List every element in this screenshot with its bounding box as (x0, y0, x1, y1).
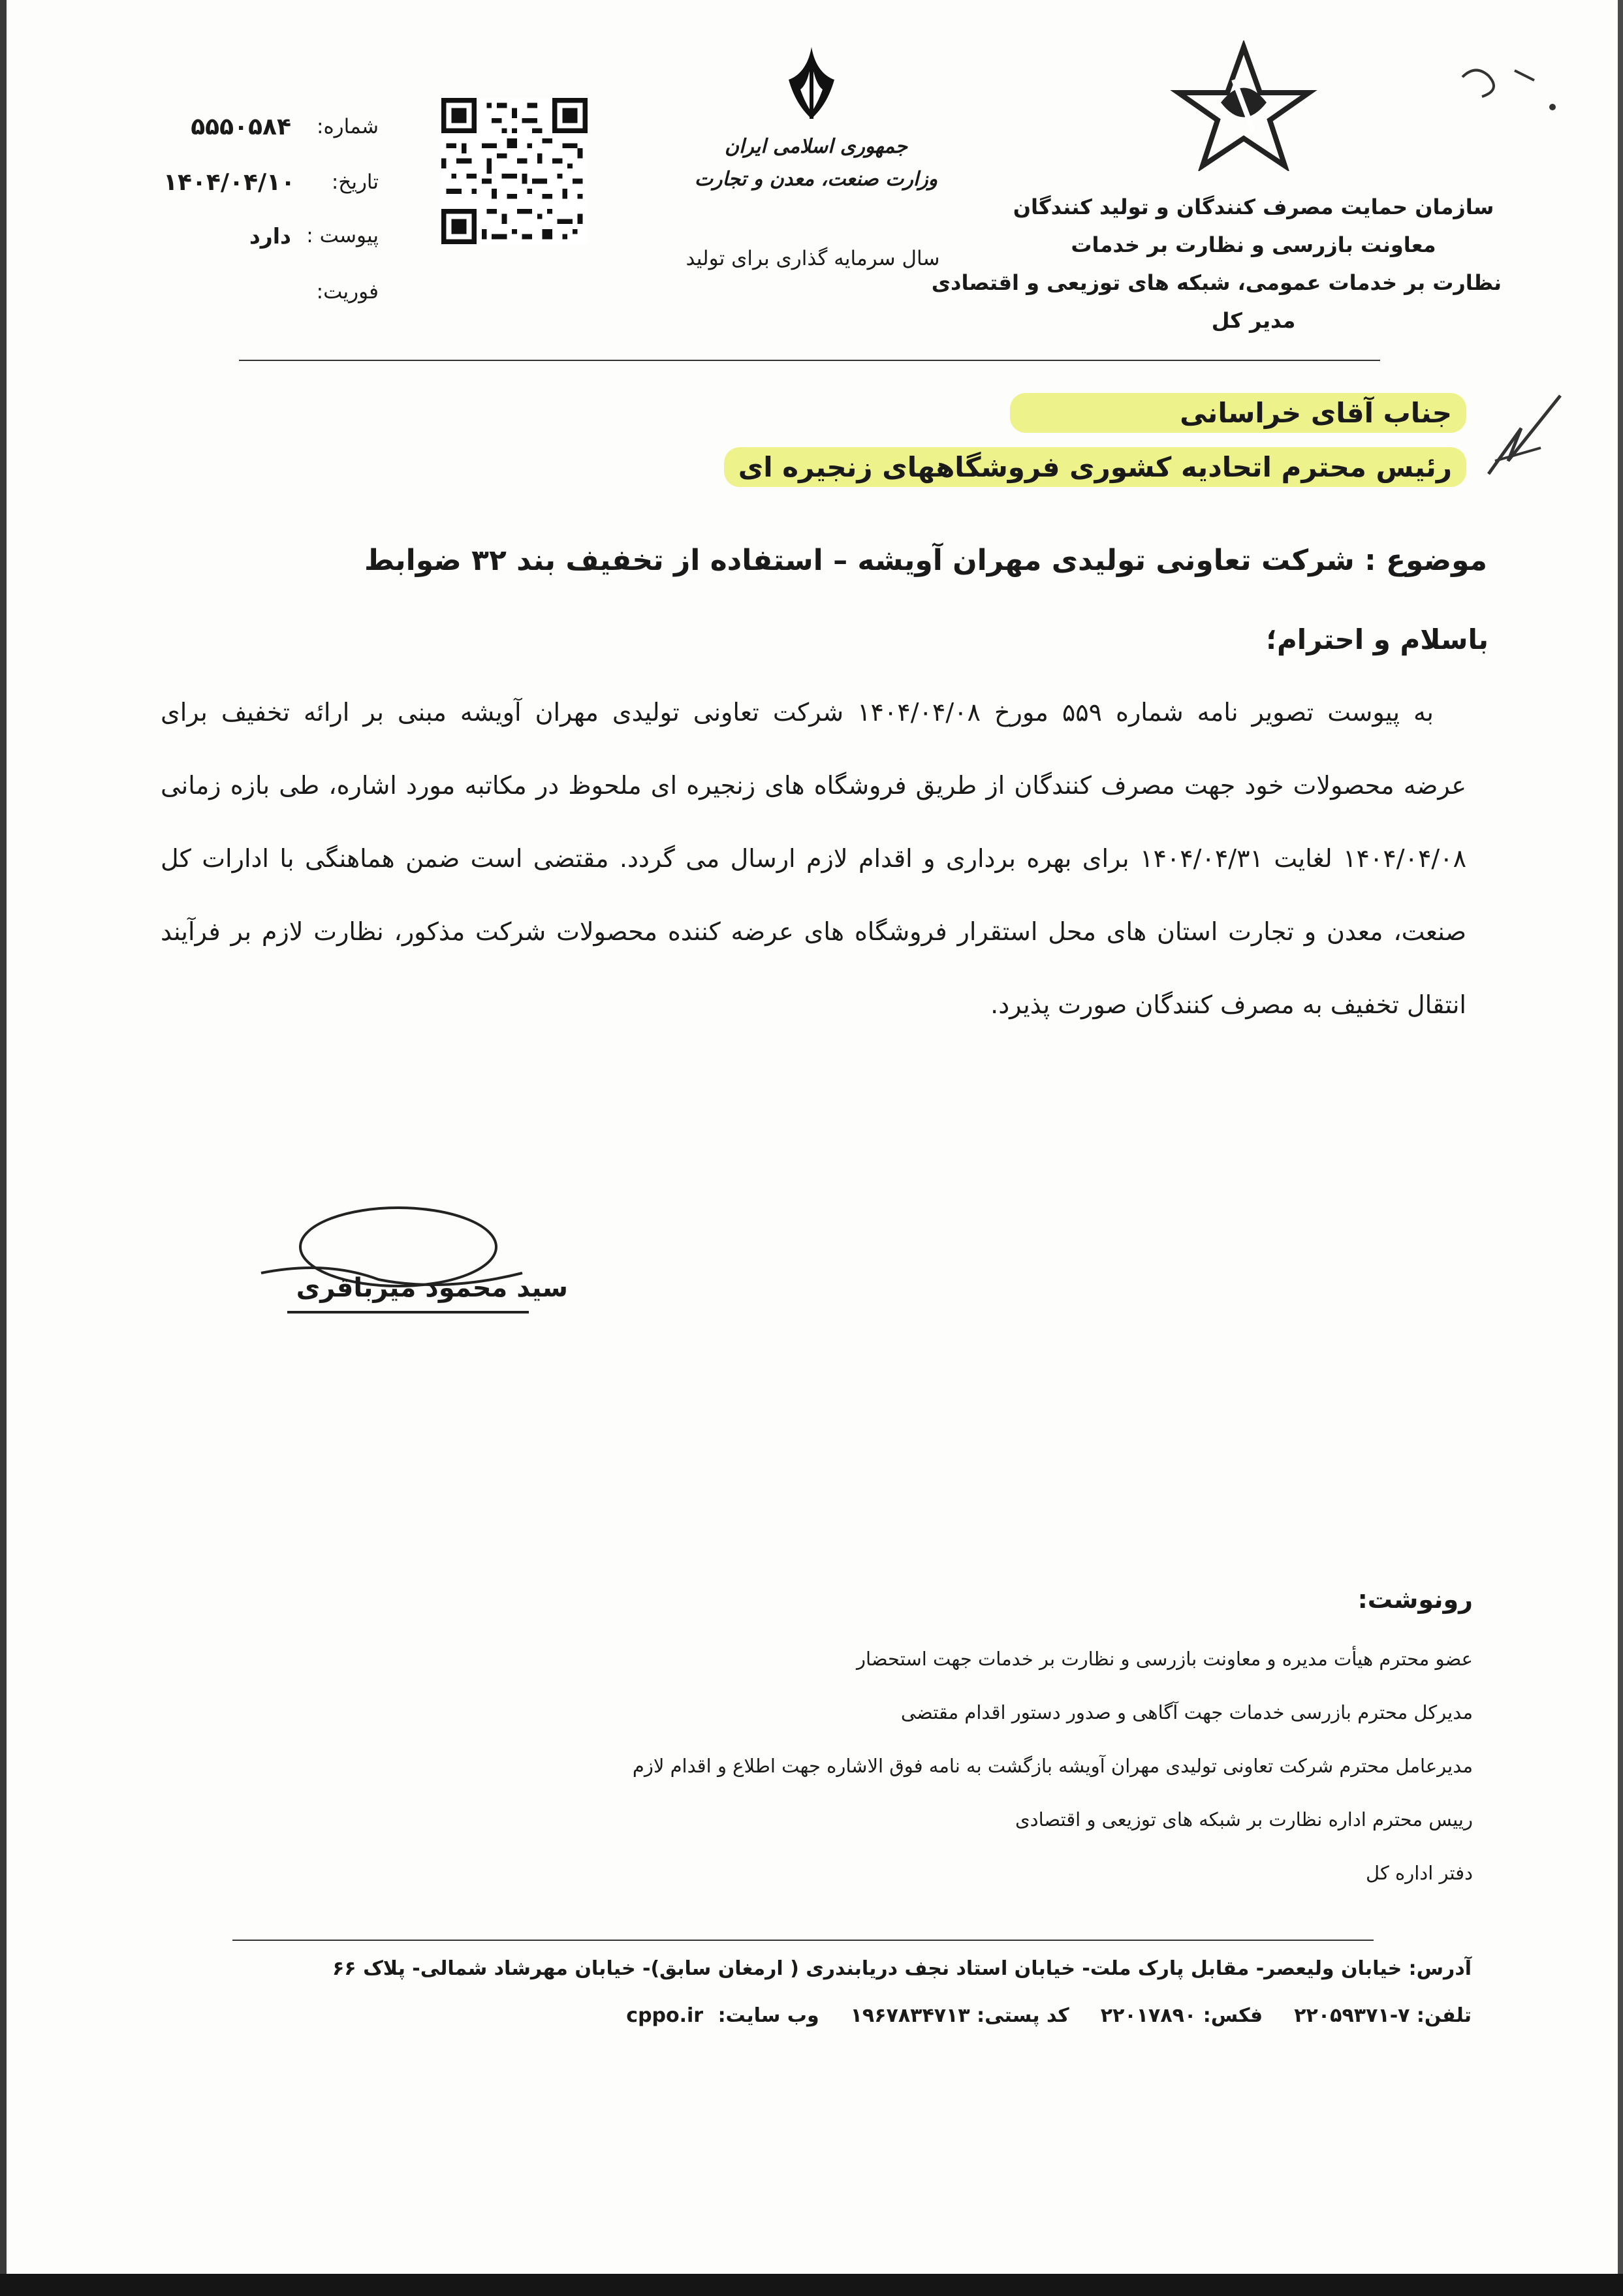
meta-attachment (163, 209, 379, 262)
footer-website-label: وب سایت: (717, 2004, 819, 2027)
organization-department: نظارت بر خدمات عمومی، شبکه های توزیعی و اقتصادی (931, 270, 1502, 295)
cc-item: دفتر اداره کل (1366, 1862, 1473, 1884)
cc-item: مدیرکل محترم بازرسی خدمات جهت آگاهی و صدور دستور اقدام مقتضی (900, 1701, 1473, 1723)
cc-item: رییس محترم اداره نظارت بر شبکه های توزیعی و اقتصادی (1015, 1808, 1473, 1831)
cc-item: عضو محترم هیأت مدیره و معاونت بازرسی و نظارت بر خدمات جهت استحضار (856, 1648, 1473, 1670)
footer-address: آدرس: خیابان ولیعصر- مقابل پارک ملت- خیابان استاد نجف دریابندری ( ارمغان سابق)- خیابان مهرشاد شمالی- پلاک ۶۶ (332, 1957, 1472, 1980)
meta-number (163, 98, 379, 155)
recipient-line-2 (683, 447, 1466, 487)
year-slogan: سال سرمایه گذاری برای تولید (685, 247, 940, 270)
meta-attachment-label: پیوست : (306, 224, 379, 247)
recipient-block (683, 393, 1466, 501)
footer-postal-code: کد پستی: ۱۹۶۷۸۳۴۷۱۳ (850, 2004, 1069, 2027)
meta-date-label: تاریخ: (331, 170, 379, 194)
ministry-name: وزارت صنعت، معدن و تجارت (694, 168, 938, 191)
recipient-name: جناب آقای خراسانی (1010, 393, 1466, 433)
footer-contacts (296, 2004, 1472, 2027)
body-line: ۱۴۰۴/۰۴/۰۸ لغایت ۱۴۰۴/۰۴/۳۱ برای بهره برداری و اقدام لازم ارسال می گردد. مقتضی است ضمن هماهنگی با ادارات کل (161, 844, 1466, 873)
recipient-line-1 (683, 393, 1466, 433)
meta-number-value: ۵۵۵۰۵۸۴ (191, 113, 291, 140)
signature-scrawl (248, 1195, 548, 1325)
cc-list (559, 1632, 1473, 1900)
meta-attachment-value: دارد (249, 223, 291, 249)
organization-block (931, 188, 1502, 339)
recipient-title: رئیس محترم اتحادیه کشوری فروشگاههای زنجیره ای (724, 447, 1466, 487)
salutation: باسلام و احترام؛ (1266, 623, 1489, 655)
iran-emblem-icon (769, 40, 854, 125)
footer-divider (232, 1940, 1374, 1941)
organization-position: مدیر کل (1211, 308, 1296, 333)
letter-subject: موضوع : شرکت تعاونی تولیدی مهران آویشه – استفاده از تخفیف بند ۳۲ ضوابط (364, 544, 1487, 577)
footer-fax: فکس: ۲۲۰۱۷۸۹۰ (1100, 2004, 1263, 2027)
footer-website-link[interactable]: cppo.ir (626, 2004, 704, 2027)
organization-logo-icon (1169, 40, 1319, 171)
scan-edge-bottom (0, 2274, 1623, 2296)
meta-urgency (163, 262, 379, 321)
organization-deputy: معاونت بازرسی و نظارت بر خدمات (1071, 232, 1436, 257)
body-line: صنعت، معدن و تجارت استان های محل استقرار فروشگاه های عرضه کننده محصولات شرکت مذکور، نظارت لازم بر فرآیند (161, 917, 1466, 946)
meta-date-value: ۱۴۰۴/۰۴/۱۰ (163, 168, 296, 196)
letter-body (161, 676, 1466, 1041)
handwritten-check-mark (1482, 383, 1573, 487)
scan-edge-left (0, 0, 7, 2296)
signer-name: سید محمود میرباقری (296, 1273, 568, 1303)
body-line: عرضه محصولات خود جهت مصرف کنندگان از طریق فروشگاه های زنجیره ای ملحوظ در مکاتبه مورد اشاره، طی بازه زمانی (161, 771, 1466, 800)
ministry-country: جمهوری اسلامی ایران (724, 135, 908, 158)
body-line: به پیوست تصویر نامه شماره ۵۵۹ مورخ ۱۴۰۴/۰۴/۰۸ شرکت تعاونی تولیدی مهران آویشه مبنی بر ارائه تخفیف برای (161, 698, 1434, 727)
letter-meta (163, 98, 379, 321)
body-line: انتقال تخفیف به مصرف کنندگان صورت پذیرد. (990, 990, 1466, 1019)
cc-title: رونوشت: (1357, 1585, 1473, 1614)
qr-code-icon (441, 98, 588, 244)
header-divider (239, 360, 1380, 361)
meta-date (163, 155, 379, 209)
meta-urgency-label: فوریت: (316, 280, 379, 304)
handwritten-corner-mark (1436, 51, 1567, 123)
cc-item: مدیرعامل محترم شرکت تعاونی تولیدی مهران آویشه بازگشت به نامه فوق الاشاره جهت اطلاع و اقدام لازم (632, 1755, 1473, 1777)
scan-edge-right (1618, 0, 1623, 2296)
footer-website-group (626, 2004, 819, 2027)
meta-number-label: شماره: (317, 115, 379, 138)
ministry-block (692, 131, 940, 196)
organization-name: سازمان حمایت مصرف کنندگان و تولید کنندگان (1013, 195, 1494, 219)
footer-phone: تلفن: ۷-۲۲۰۵۹۳۷۱ (1294, 2004, 1472, 2027)
